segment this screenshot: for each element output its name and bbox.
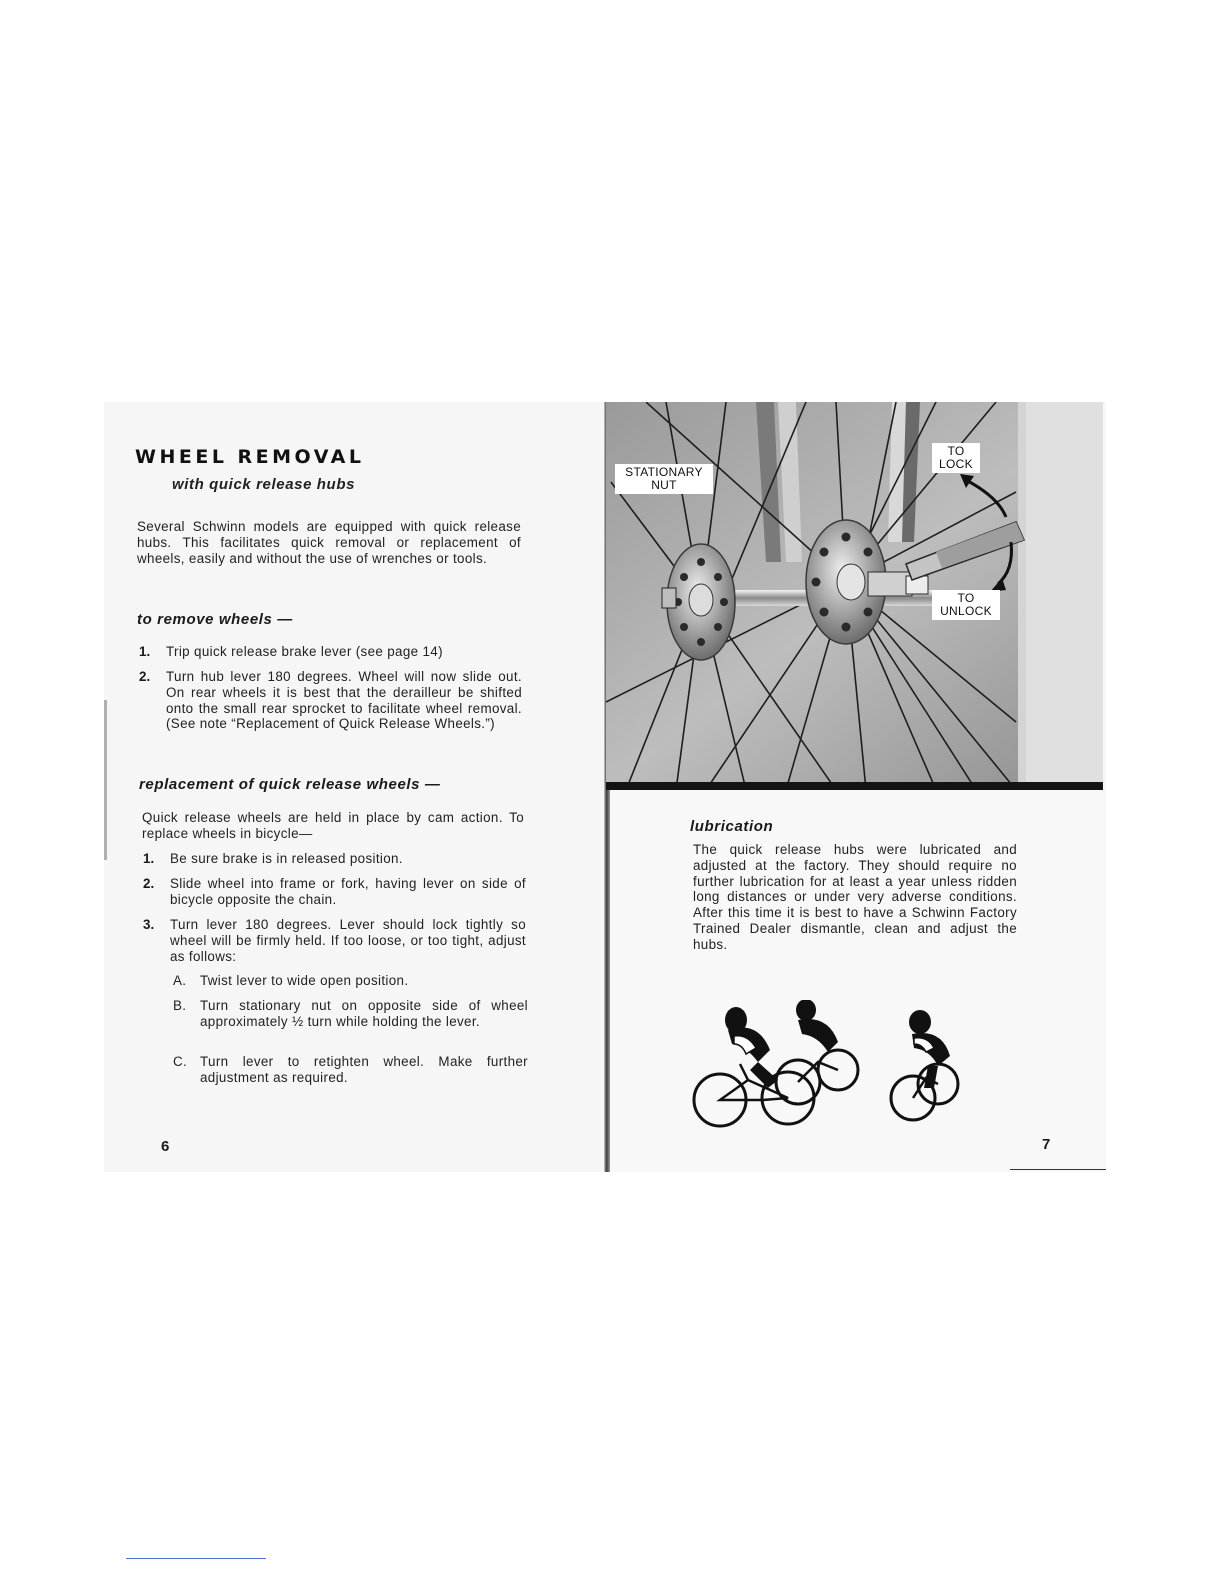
- page-number-right: 7: [1042, 1136, 1051, 1153]
- page-number-left: 6: [161, 1138, 170, 1155]
- lubrication-heading: lubrication: [690, 818, 774, 835]
- step-number: 3.: [143, 917, 155, 932]
- step-number: 1.: [143, 851, 155, 866]
- step-text: Trip quick release brake lever (see page 14): [166, 644, 443, 659]
- substep-letter: C.: [173, 1054, 188, 1069]
- step-number: 2.: [143, 876, 155, 891]
- step-number: 2.: [139, 669, 151, 684]
- substep-text: Turn lever to retighten wheel. Make further adjustment as required.: [200, 1054, 528, 1085]
- replacement-intro: Quick release wheels are held in place by cam action. To replace wheels in bicycle—: [142, 810, 524, 841]
- page-title: WHEEL REMOVAL: [135, 446, 365, 468]
- stationary-nut-label: STATIONARY NUT: [615, 464, 713, 494]
- replacement-heading: replacement of quick release wheels —: [139, 776, 441, 793]
- step-text: Turn hub lever 180 degrees. Wheel will now slide out. On rear wheels it is best that the derailleur be shifted onto the small rear sprocket to facilitate wheel removal. (See note “Replacement of Quick Release Wheels.”): [166, 669, 522, 732]
- remove-wheels-heading: to remove wheels —: [137, 611, 293, 628]
- bottom-rule-left: [126, 1558, 266, 1559]
- quick-release-hub-photo: [606, 402, 1103, 790]
- to-lock-label: TO LOCK: [932, 443, 980, 473]
- step-text: Slide wheel into frame or fork, having lever on side of bicycle opposite the chain.: [170, 876, 526, 907]
- substep-letter: B.: [173, 998, 187, 1013]
- step-text: Be sure brake is in released position.: [170, 851, 403, 866]
- lubrication-paragraph: The quick release hubs were lubricated and adjusted at the factory. They should require no further lubrication for at least a year unless ridden long distances or under very adverse conditions. After this time it is best to have a Schwinn Factory Trained Dealer dismantle, clean and adjust the hubs.: [693, 842, 1017, 952]
- bottom-rule-right: [1010, 1169, 1106, 1170]
- intro-paragraph: Several Schwinn models are equipped with quick release hubs. This facilitates quick removal or replacement of wheels, easily and without the use of wrenches or tools.: [137, 519, 521, 566]
- substep-text: Twist lever to wide open position.: [200, 973, 409, 988]
- step-text: Turn lever 180 degrees. Lever should lock tightly so wheel will be firmly held. If too loose, or too tight, adjust as follows:: [170, 917, 526, 964]
- page-edge-shadow: [104, 700, 107, 860]
- page-subtitle: with quick release hubs: [172, 476, 356, 493]
- cyclists-illustration: [688, 1000, 968, 1130]
- step-number: 1.: [139, 644, 151, 659]
- to-unlock-label: TO UNLOCK: [932, 590, 1000, 620]
- substep-letter: A.: [173, 973, 187, 988]
- substep-text: Turn stationary nut on opposite side of wheel approximately ½ turn while holding the lever.: [200, 998, 528, 1029]
